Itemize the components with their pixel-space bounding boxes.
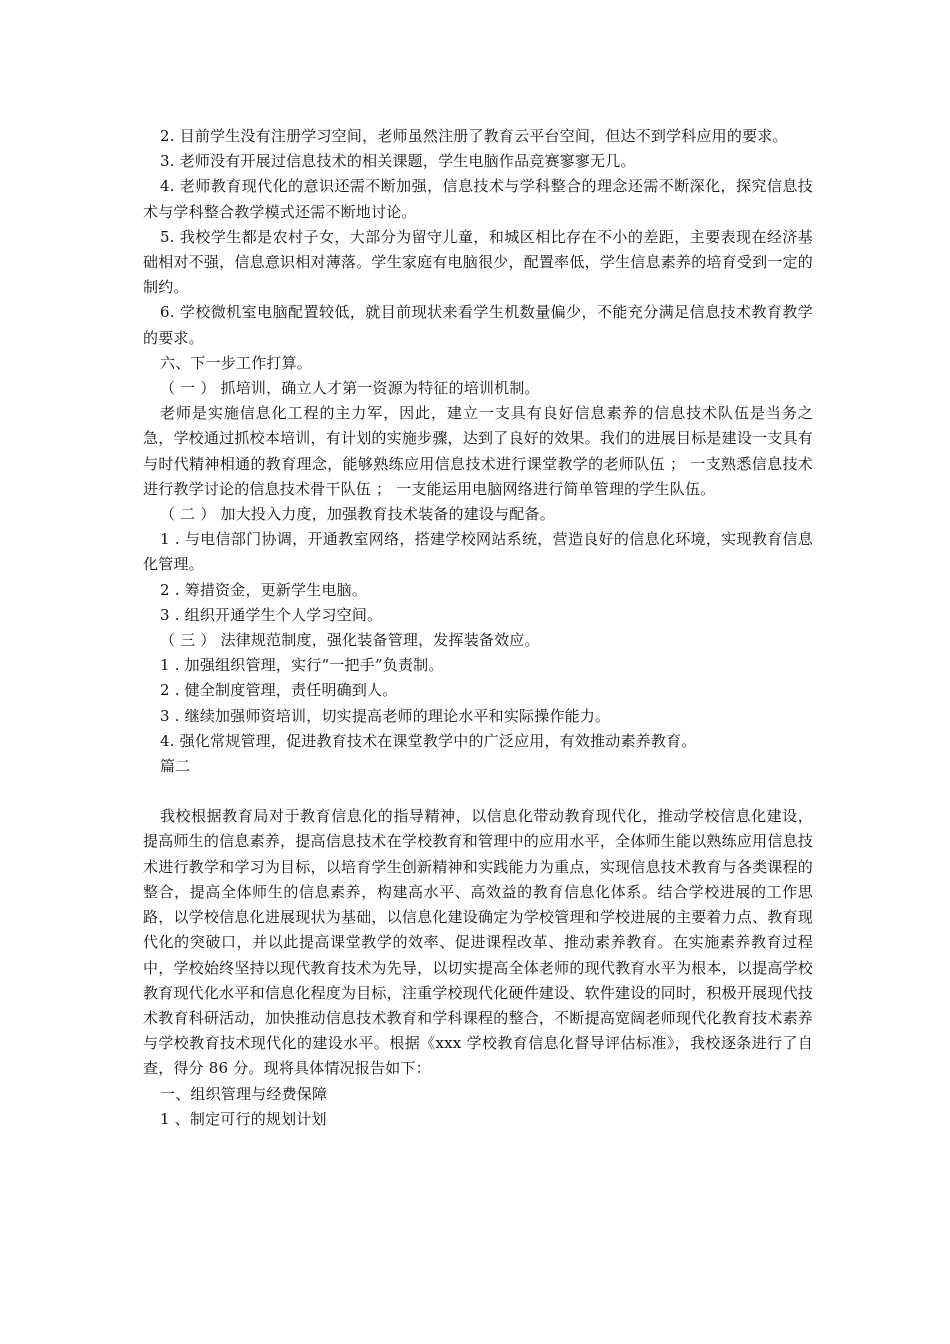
list-item: 1 . 加强组织管理，实行“一把手”负责制。 [160, 656, 444, 675]
paragraph: 5. 我校学生都是农村子女，大部分为留守儿童，和城区相比存在不小的差距，主要表现在经济基础相对不强，信息意识相对薄落。学生家庭有电脑很少，配置率低，学生信息素养的培育受到一定的制约。 [143, 227, 813, 297]
list-item: 2 . 筹措资金，更新学生电脑。 [160, 580, 368, 599]
subsection-heading: 1 、制定可行的规划计划 [160, 1109, 327, 1128]
paragraph: 我校根据教育局对于教育信息化的指导精神，以信息化带动教育现代化，推动学校信息化建设，提高师生的信息素养，提高信息技术在学校教育和管理中的应用水平，全体师生能以熟练应用信息技术进行教学和学习为目标，以培育学生创新精神和实践能力为重点，实现信息技术教育与各类课程的整合，提高全体师生的信息素养，构建高水平、高效益的教育信息化体系。结合学校进展的工作思路，以学校信息化进展现状为基础，以信息化建设确定为学校管理和学校进展的主要着力点、教育现代化的突破口，并以此提高课堂教学的效率、促进课程改革、推动素养教育。在实施素养教育过程中，学校始终坚持以现代教育技术为先导，以切实提高全体老师的现代教育水平为根本，以提高学校教育现代化水平和信息化程度为目标，注重学校现代化硬件建设、软件建设的同时，积极开展现代技术教育科研活动，加快推动信息技术教育和学科课程的整合，不断提高宽阔老师现代化教育技术素养与学校教育技术现代化的建设水平。根据《xxx 学校教育信息化督导评估标准》，我校逐条进行了自查，得分 86 分。现将具体情况报告如下： [143, 807, 813, 1078]
paragraph: 6. 学校微机室电脑配置较低，就目前现状来看学生机数量偏少，不能充分满足信息技术教育教学的要求。 [143, 303, 813, 347]
blank-line [143, 779, 813, 804]
list-item: 3 . 继续加强师资培训，切实提高老师的理论水平和实际操作能力。 [160, 706, 611, 725]
document-body [143, 124, 813, 1132]
section-heading: 一、组织管理与经费保障 [160, 1084, 328, 1103]
article-label: 篇二 [160, 757, 191, 776]
paragraph: 4. 老师教育现代化的意识还需不断加强，信息技术与学科整合的理念还需不断深化，探究信息技术与学科整合教学模式还需不断地讨论。 [143, 177, 813, 221]
list-item: 4. 强化常规管理，促进教育技术在课堂教学中的广泛应用，有效推动素养教育。 [160, 731, 697, 750]
list-item: 2 . 健全制度管理，责任明确到人。 [160, 681, 398, 700]
subsection-heading: （ 三 ） 法律规范制度，强化装备管理，发挥装备效应。 [160, 631, 540, 650]
paragraph: 2. 目前学生没有注册学习空间，老师虽然注册了教育云平台空间，但达不到学科应用的要求。 [160, 127, 788, 145]
list-item: 1 . 与电信部门协调，开通教室网络，搭建学校网站系统，营造良好的信息化环境，实现教育信息化管理。 [143, 530, 813, 574]
list-item: 3 . 组织开通学生个人学习空间。 [160, 605, 383, 624]
subsection-heading: （ 一 ） 抓培训，确立人才第一资源为特征的培训机制。 [160, 379, 540, 398]
paragraph: 老师是实施信息化工程的主力军，因此，建立一支具有良好信息素养的信息技术队伍是当务之急，学校通过抓校本培训，有计划的实施步骤，达到了良好的效果。我们的进展目标是建设一支具有与时代精神相通的教育理念，能够熟练应用信息技术进行课堂教学的老师队伍 ； 一支熟悉信息技术进行教学讨论的信息技术骨干队伍 ； 一支能运用电脑网络进行简单管理的学生队伍。 [143, 404, 813, 498]
subsection-heading: （ 二 ） 加大投入力度，加强教育技术装备的建设与配备。 [160, 505, 555, 524]
section-heading: 六、下一步工作打算。 [160, 353, 313, 372]
paragraph: 3. 老师没有开展过信息技术的相关课题，学生电脑作品竞赛寥寥无几。 [160, 152, 636, 171]
